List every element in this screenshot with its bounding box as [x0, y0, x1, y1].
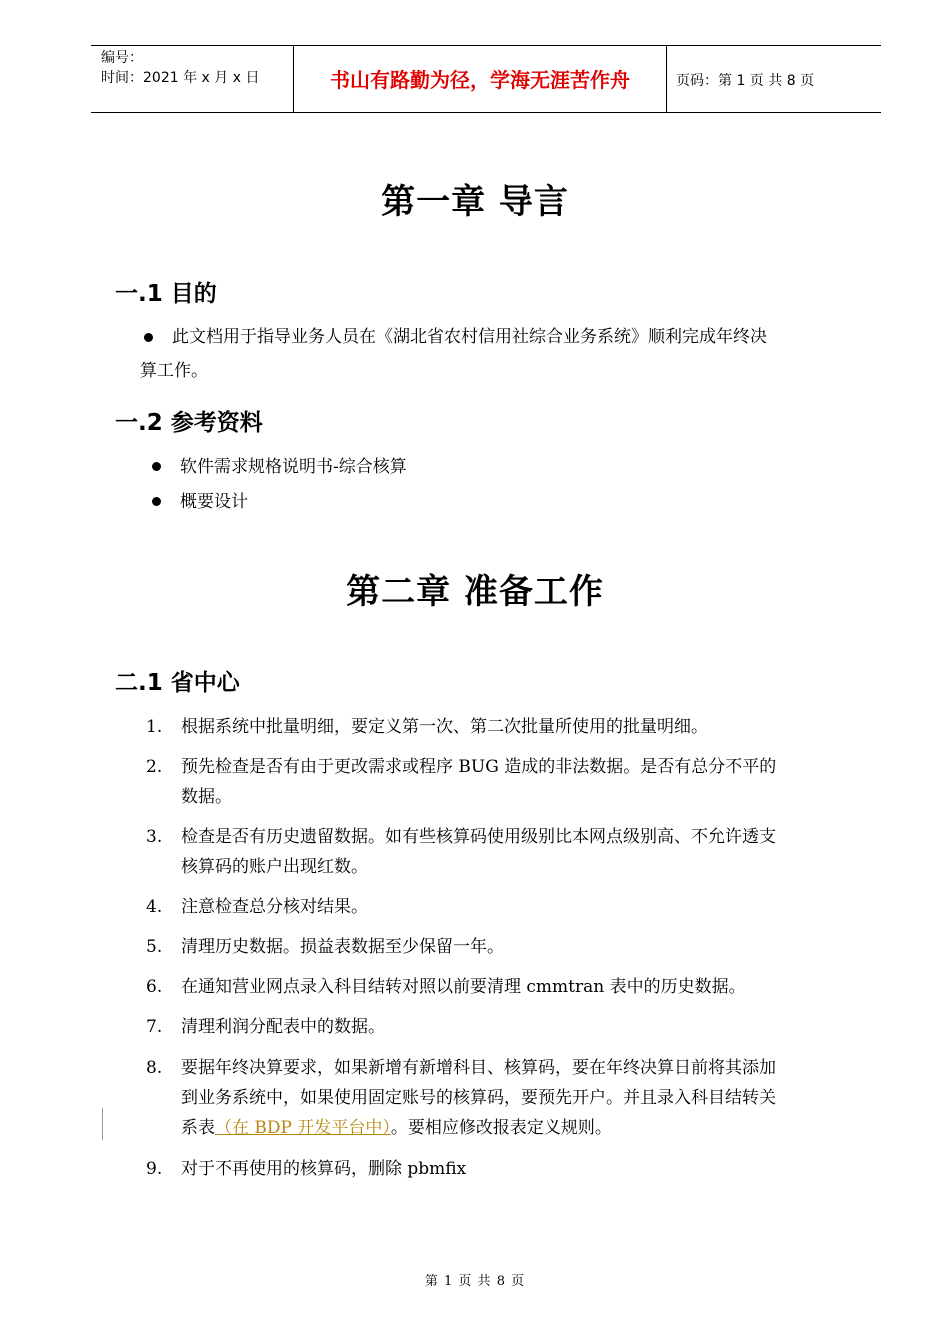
header-page-label: 页码：第 1 页 共 8 页: [676, 73, 815, 89]
list-number: 9.: [146, 1159, 163, 1179]
bullet-dot: [152, 497, 161, 506]
list-number: 6.: [146, 977, 163, 997]
list-number: 4.: [146, 897, 163, 917]
revision-marker: [102, 1108, 103, 1140]
section-title: 一.2 参考资料: [115, 410, 263, 436]
list-line: 要据年终决算要求，如果新增有新增科目、核算码，要在年终决算日前将其添加: [181, 1058, 776, 1078]
doc-time-label: 时间：2021 年 x 月 x 日: [101, 70, 260, 86]
section-title: 二.1 省中心: [115, 670, 240, 696]
chapter-title: 第二章 准备工作: [346, 572, 604, 612]
header-top-rule: [91, 45, 881, 46]
list-number: 7.: [146, 1017, 163, 1037]
header-divider: [666, 45, 667, 113]
list-line: 在通知营业网点录入科目结转对照以前要清理 cmmtran 表中的历史数据。: [181, 977, 746, 997]
section-title: 一.1 目的: [115, 281, 217, 307]
doc-number-label: 编号：: [101, 50, 143, 66]
list-line: 清理利润分配表中的数据。: [181, 1017, 385, 1037]
paragraph-line: 算工作。: [140, 361, 208, 381]
list-number: 3.: [146, 827, 163, 847]
list-line: 根据系统中批量明细，要定义第一次、第二次批量所使用的批量明细。: [181, 717, 708, 737]
list-number: 2.: [146, 757, 163, 777]
list-line: 预先检查是否有由于更改需求或程序 BUG 造成的非法数据。是否有总分不平的: [181, 757, 777, 777]
list-item: 软件需求规格说明书-综合核算: [180, 457, 407, 477]
bullet-dot: [144, 333, 153, 342]
list-line: 清理历史数据。损益表数据至少保留一年。: [181, 937, 504, 957]
bdp-link[interactable]: （在 BDP 开发平台中）: [215, 1118, 391, 1138]
list-text: 系表: [181, 1118, 215, 1138]
list-line: 数据。: [181, 787, 232, 807]
header-motto: 书山有路勤为径，学海无涯苦作舟: [330, 68, 630, 92]
header-bottom-rule: [91, 112, 881, 113]
bullet-dot: [152, 462, 161, 471]
page-footer: 第 1 页 共 8 页: [424, 1274, 526, 1289]
list-line: 检查是否有历史遗留数据。如有些核算码使用级别比本网点级别高、不允许透支: [181, 827, 776, 847]
header-meta: [101, 48, 259, 88]
list-item: 概要设计: [180, 492, 248, 512]
list-line: 注意检查总分核对结果。: [181, 897, 368, 917]
list-number: 5.: [146, 937, 163, 957]
paragraph-line: 此文档用于指导业务人员在《湖北省农村信用社综合业务系统》顺利完成年终决: [172, 327, 767, 347]
list-text: 。要相应修改报表定义规则。: [390, 1118, 612, 1138]
list-line: 核算码的账户出现红数。: [181, 857, 368, 877]
chapter-title: 第一章 导言: [381, 182, 569, 222]
list-line: [181, 1113, 861, 1143]
list-number: 8.: [146, 1058, 163, 1078]
list-line: 对于不再使用的核算码，删除 pbmfix: [181, 1159, 467, 1179]
list-number: 1.: [146, 717, 163, 737]
list-line: 到业务系统中，如果使用固定账号的核算码，要预先开户。并且录入科目结转关: [181, 1088, 776, 1108]
